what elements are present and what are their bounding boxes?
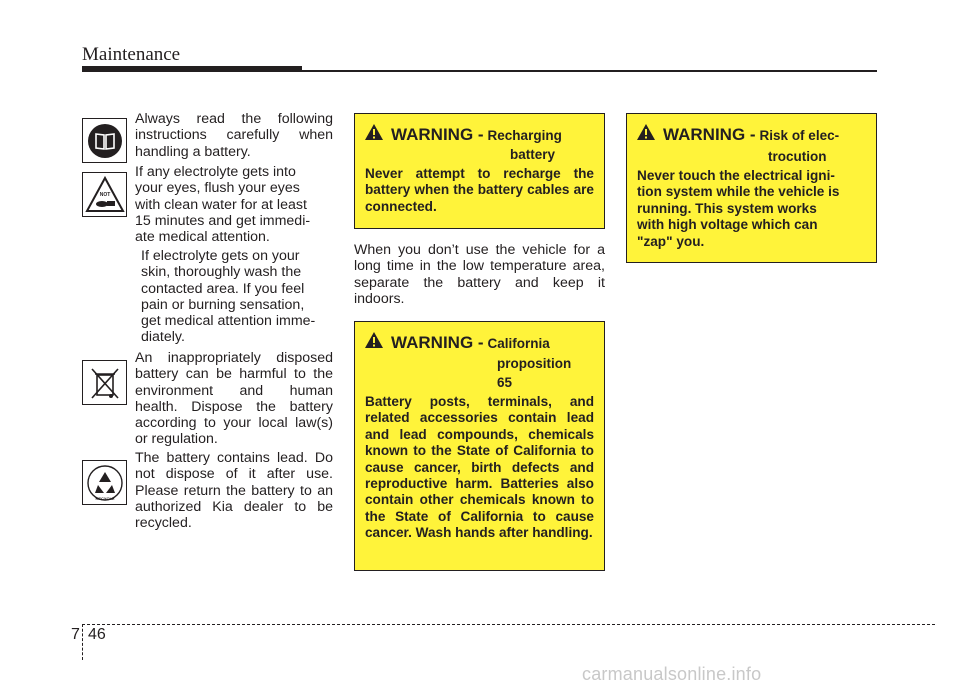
footer-page-number: 46: [88, 626, 106, 643]
warning-recharging-header: [365, 124, 594, 145]
eye-protection-icon: [82, 172, 127, 217]
warning-electrocution-word: WARNING -: [663, 125, 756, 144]
warning-recharging-body: Never attempt to recharge the battery when the battery cables are connected.: [365, 166, 594, 214]
footer-dashed-rule: [82, 624, 935, 625]
warning-recharging-sub2: battery: [510, 147, 556, 162]
warning-california-prop65: [354, 321, 605, 571]
warning-triangle-icon: [637, 124, 655, 140]
warning-electrocution-sub2: trocution: [768, 149, 827, 164]
footer-dashed-divider: [82, 624, 83, 660]
warning-prop65-sub2: proposition: [497, 356, 572, 371]
instruction-eye-line5: ate medical attention.: [135, 229, 270, 246]
instruction-read-carefully: Always read the following instructions carefully when handling a battery.: [135, 111, 333, 160]
page-header-title: Maintenance: [82, 44, 181, 65]
footer-watermark: carmanualsonline.info: [582, 664, 762, 684]
warning-electrocution-line2: tion system while the vehicle is: [637, 184, 840, 200]
warning-electrocution-sub1: Risk of elec-: [759, 128, 840, 143]
warning-prop65-body: Battery posts, terminals, and related accessories contain lead and lead compounds, chemicals known to the State of California to cause cancer, birth defects and reproductive harm. Batteries also contain other chemicals known to the State of California to cause cancer. Wash hands after handling.: [365, 394, 594, 541]
instruction-skin-line1: If electrolyte gets on your: [141, 248, 300, 264]
warning-recharging-sub1: Recharging: [487, 128, 562, 143]
warning-electrocution-header: [637, 124, 866, 145]
recycle-icon: [82, 460, 127, 505]
storage-paragraph: When you don’t use the vehicle for a long time in the low temperature area, separate the battery and keep it indoors.: [354, 242, 605, 307]
instruction-skin-line2: skin, thoroughly wash the: [141, 264, 302, 281]
instruction-skin-line3: contacted area. If you feel: [141, 280, 305, 297]
instruction-lead-recycle: The battery contains lead. Do not dispose of it after use. Please return the battery to an authorized Kia dealer to be recycled.: [135, 450, 333, 532]
warning-prop65-word: WARNING -: [391, 333, 484, 352]
warning-triangle-icon: [365, 332, 383, 348]
instruction-eye-line4: 15 minutes and get immedi-: [135, 212, 311, 229]
instruction-eye-line3: with clean water for at least: [135, 196, 307, 213]
instruction-skin-line4: pain or burning sensation,: [141, 296, 305, 313]
warning-recharging-battery: [354, 113, 605, 229]
warning-electrocution-line1: Never touch the electrical igni-: [637, 168, 835, 183]
instruction-disposal: An inappropriately disposed battery can be harmful to the environment and human health. Dispose the battery according to your local law(s) or regulation.: [135, 350, 333, 448]
instruction-eye-contact: [135, 164, 333, 245]
eye-label: NOT: [99, 191, 110, 198]
footer-chapter-number: 7: [71, 626, 80, 643]
warning-electrocution-body: [637, 168, 866, 250]
instruction-eye-line2: your eyes, flush your eyes: [135, 180, 300, 197]
instruction-skin-line6: diately.: [141, 329, 185, 346]
crossed-bin-icon: [82, 360, 127, 405]
manual-book-icon: [82, 118, 127, 163]
header-rule-thin: [82, 70, 877, 72]
instruction-skin-contact: [141, 248, 333, 346]
recycle-label: RECYCLE: [94, 495, 115, 501]
warning-electrocution-line4: with high voltage which can: [637, 217, 818, 233]
warning-risk-electrocution: [626, 113, 877, 263]
warning-electrocution-line3: running. This system works: [637, 200, 817, 216]
warning-prop65-header: [365, 332, 594, 353]
instruction-eye-line1: If any electrolyte gets into: [135, 164, 296, 180]
warning-electrocution-line5: "zap" you.: [637, 233, 705, 249]
warning-recharging-word: WARNING -: [391, 125, 484, 144]
warning-triangle-icon: [365, 124, 383, 140]
instruction-skin-line5: get medical attention imme-: [141, 313, 316, 330]
warning-prop65-sub1: California: [487, 336, 550, 351]
warning-prop65-sub3: 65: [497, 375, 513, 390]
